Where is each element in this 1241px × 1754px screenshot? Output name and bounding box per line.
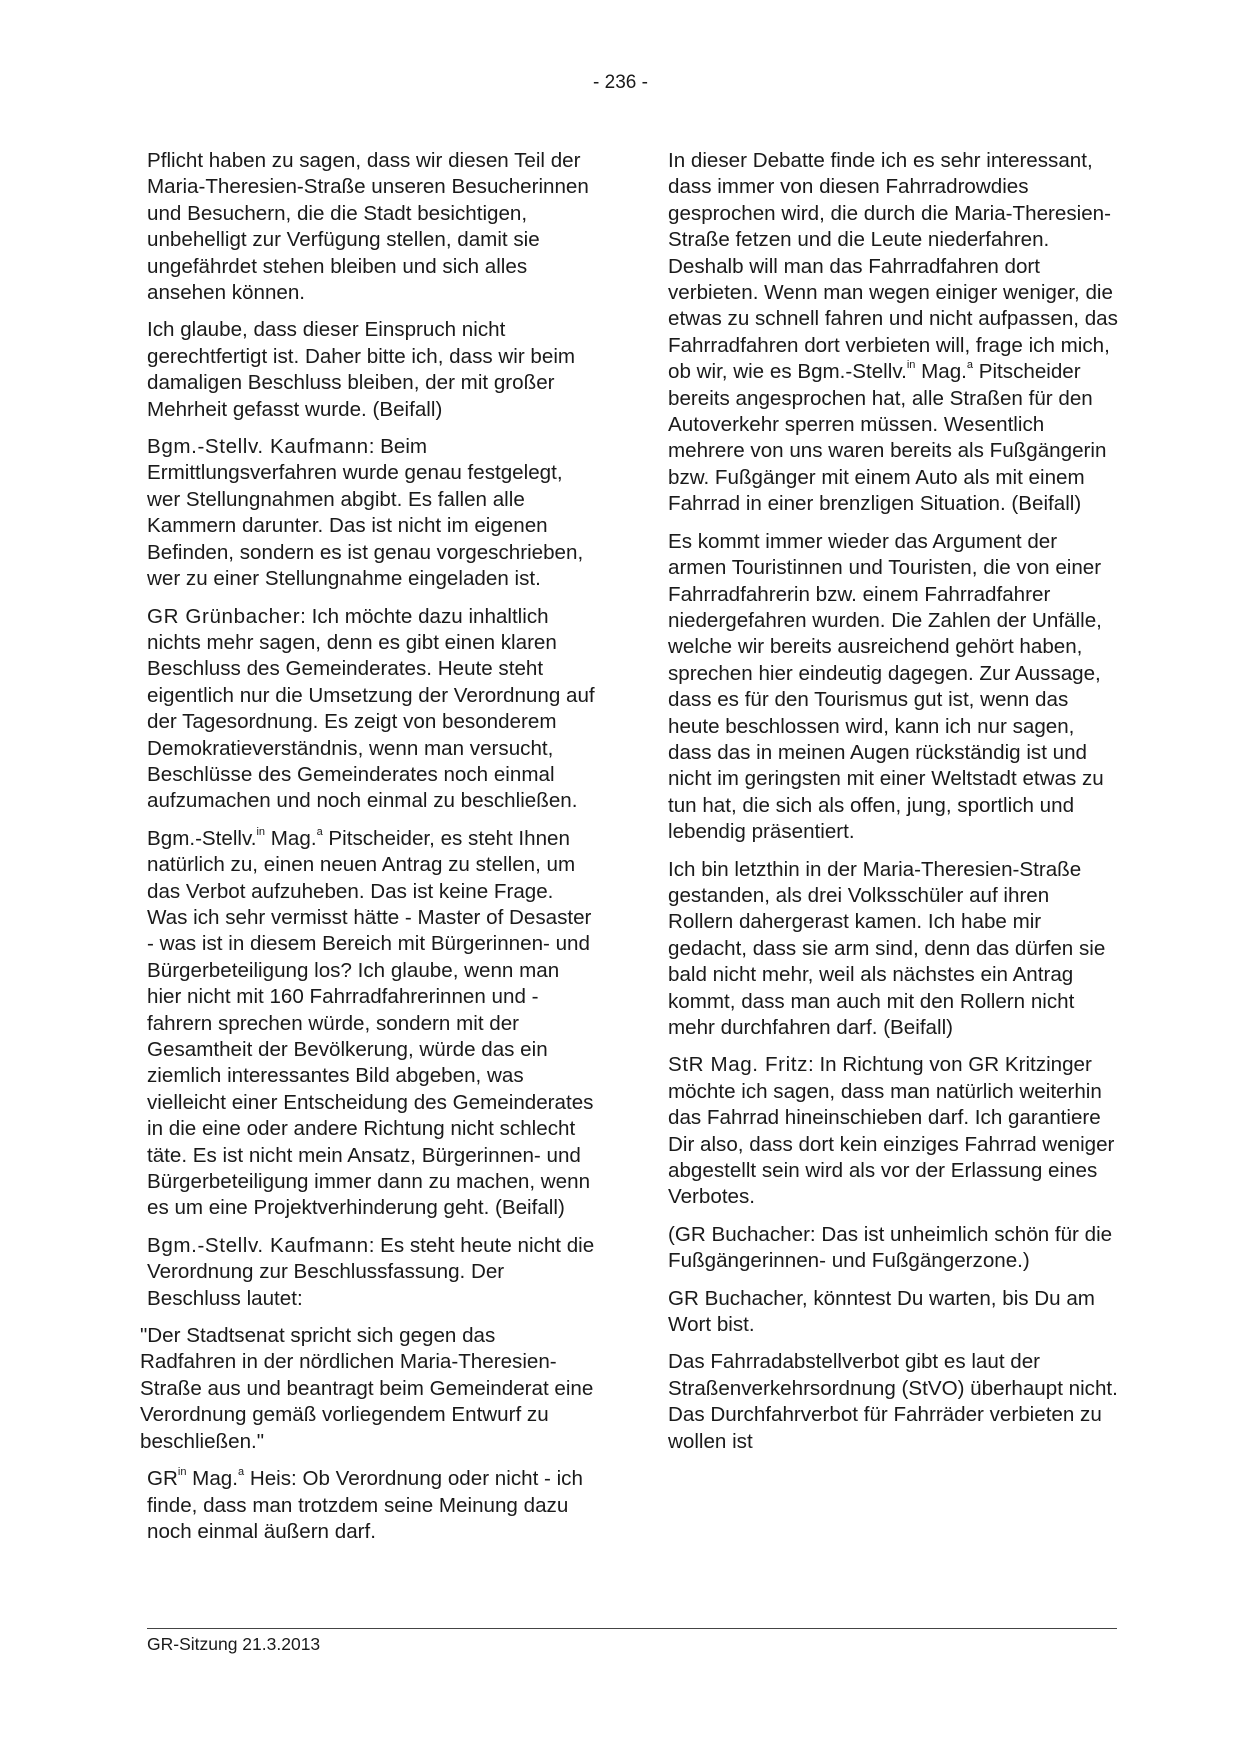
- paragraph: [147, 604, 597, 815]
- paragraph: [668, 1052, 1118, 1210]
- text-fragment: Pitscheider bereits angesprochen hat, alle Straßen für den Autoverkehr sperren müssen. Wesentlich mehrere von uns waren bereits als Fußgängerin bzw. Fußgänger mit einem Auto als mit einem Fahrrad in einer brenzligen Situation. (Beifall): [668, 360, 1107, 516]
- paragraph: Ich glaube, dass dieser Einspruch nicht gerechtfertigt ist. Daher bitte ich, dass wir beim damaligen Beschluss bleiben, der mit großer Mehrheit gefasst wurde. (Beifall): [147, 318, 576, 421]
- speaker-name: StR Mag. Fritz: [668, 1053, 808, 1077]
- superscript: a: [237, 1466, 245, 1479]
- paragraph: [147, 434, 597, 592]
- paragraph: GR Buchacher, könntest Du warten, bis Du am Wort bist.: [668, 1286, 1095, 1337]
- text-fragment: Mag.: [186, 1467, 238, 1491]
- paragraph: [147, 826, 597, 1222]
- speech-text: : Ich möchte dazu inhaltlich nichts mehr sagen, denn es gibt einen klaren Beschluss des Gemeinderates. Heute steht eigentlich nur die Umsetzung der Verordnung auf der Tagesordnung. Es zeigt von besonderem Demokratieverständnis, wenn man versucht, Beschlüsse des Gemeinderates noch einmal aufzumachen und noch einmal zu beschließen.: [147, 604, 595, 813]
- text-fragment: Bgm.-Stellv.: [147, 826, 257, 850]
- speech-text: : In Richtung von GR Kritzinger möchte ich sagen, dass man natürlich weiterhin das Fahrrad hineinschieben darf. Ich garantiere Dir also, dass dort kein einziges Fahrrad weniger abgestellt sein wird als vor der Erlassung eines Verbotes.: [668, 1053, 1115, 1209]
- superscript: in: [256, 825, 266, 838]
- speaker-name: GR Grünbacher: [147, 604, 301, 628]
- speech-text: : Beim Ermittlungsverfahren wurde genau festgelegt, wer Stellungnahmen abgibt. Es fallen alle Kammern darunter. Das ist nicht im eigenen Befinden, sondern es ist genau vorgeschrieben, wer zu einer Stellungnahme eingeladen ist.: [147, 435, 584, 591]
- paragraph: Pflicht haben zu sagen, dass wir diesen Teil der Maria-Theresien-Straße unseren Besucherinnen und Besuchern, die die Stadt besichtigen, unbehelligt zur Verfügung stellen, damit sie ungefährdet stehen bleiben und sich alles ansehen können.: [147, 149, 589, 305]
- text-fragment: GR: [147, 1467, 178, 1491]
- page-number: - 236 -: [593, 72, 648, 93]
- interjection: (GR Buchacher: Das ist unheimlich schön für die Fußgängerinnen- und Fußgängerzone.): [668, 1222, 1113, 1273]
- text-fragment: Pitscheider, es steht Ihnen natürlich zu, einen neuen Antrag zu stellen, um das Verbot aufzuheben. Das ist keine Frage. Was ich sehr vermisst hätte - Master of Desaster - was ist in diesem Bereich mit Bürgerinnen- und Bürgerbeteiligung los? Ich glaube, wenn man hier nicht mit 160 Fahrradfahrerinnen und -fahrern sprechen würde, sondern mit der Gesamtheit der Bevölkerung, würde das ein ziemlich interessantes Bild abgeben, was vielleicht einer Entscheidung des Gemeinderates in die eine oder andere Richtung nicht schlecht täte. Es ist nicht mein Ansatz, Bürgerinnen- und Bürgerbeteiligung immer dann zu machen, wenn es um eine Projektverhinderung geht. (Beifall): [147, 826, 594, 1220]
- speech-text: : Es steht heute nicht die Verordnung zur Beschlussfassung. Der Beschluss lautet:: [147, 1233, 595, 1310]
- text-fragment: Mag.: [915, 360, 967, 384]
- text-fragment: In dieser Debatte finde ich es sehr interessant, dass immer von diesen Fahrradrowdies gesprochen wird, die durch die Maria-Theresien-Straße fetzen und die Leute niederfahren. Deshalb will man das Fahrradfahren dort verbieten. Wenn man wegen einiger weniger, die etwas zu schnell fahren und nicht aufpassen, das Fahrradfahren dort verbieten will, frage ich mich, ob wir, wie es Bgm.-Stellv.: [668, 149, 1118, 384]
- superscript: a: [316, 825, 323, 838]
- superscript: a: [966, 359, 974, 372]
- left-column: [140, 148, 597, 1556]
- paragraph: Ich bin letzthin in der Maria-Theresien-Straße gestanden, als drei Volksschüler auf ihren Rollern dahergerast kamen. Ich habe mir gedacht, dass sie arm sind, denn das dürfen sie bald nicht mehr, weil als nächstes ein Antrag kommt, dass man auch mit den Rollern nicht mehr durchfahren darf. (Beifall): [668, 857, 1106, 1039]
- footer-divider: [147, 1628, 1117, 1629]
- paragraph: [668, 148, 1118, 518]
- speaker-name: Bgm.-Stellv. Kaufmann: [147, 1233, 369, 1257]
- footer-session-date: GR-Sitzung 21.3.2013: [147, 1634, 321, 1654]
- resolution-quote: "Der Stadtsenat spricht sich gegen das Radfahren in der nördlichen Maria-Theresien-Straße aus und beantragt beim Gemeinderat eine Verordnung gemäß vorliegendem Entwurf zu beschließen.": [140, 1324, 594, 1453]
- paragraph: Es kommt immer wieder das Argument der armen Touristinnen und Touristen, die von einer Fahrradfahrerin bzw. einem Fahrradfahrer niedergefahren wurden. Die Zahlen der Unfälle, welche wir bereits ausreichend gehört haben, sprechen hier eindeutig dagegen. Zur Aussage, dass es für den Tourismus gut ist, wenn das heute beschlossen wird, kann ich nur sagen, dass das in meinen Augen rückständig ist und nicht im geringsten mit einer Weltstadt etwas zu tun hat, die sich als offen, jung, sportlich und lebendig präsentiert.: [668, 529, 1104, 844]
- superscript: in: [906, 359, 916, 372]
- text-fragment: Mag.: [265, 826, 317, 850]
- speaker-name: Bgm.-Stellv. Kaufmann: [147, 435, 369, 459]
- superscript: in: [177, 1466, 187, 1479]
- right-column: [668, 148, 1118, 1466]
- text-fragment: Heis: Ob Verordnung oder nicht - ich finde, dass man trotzdem seine Meinung dazu noch einmal äußern darf.: [147, 1467, 583, 1543]
- paragraph: [147, 1466, 597, 1545]
- paragraph: Das Fahrradabstellverbot gibt es laut der Straßenverkehrsordnung (StVO) überhaupt nicht. Das Durchfahrverbot für Fahrräder verbieten zu wollen ist: [668, 1350, 1118, 1453]
- paragraph: [147, 1233, 597, 1312]
